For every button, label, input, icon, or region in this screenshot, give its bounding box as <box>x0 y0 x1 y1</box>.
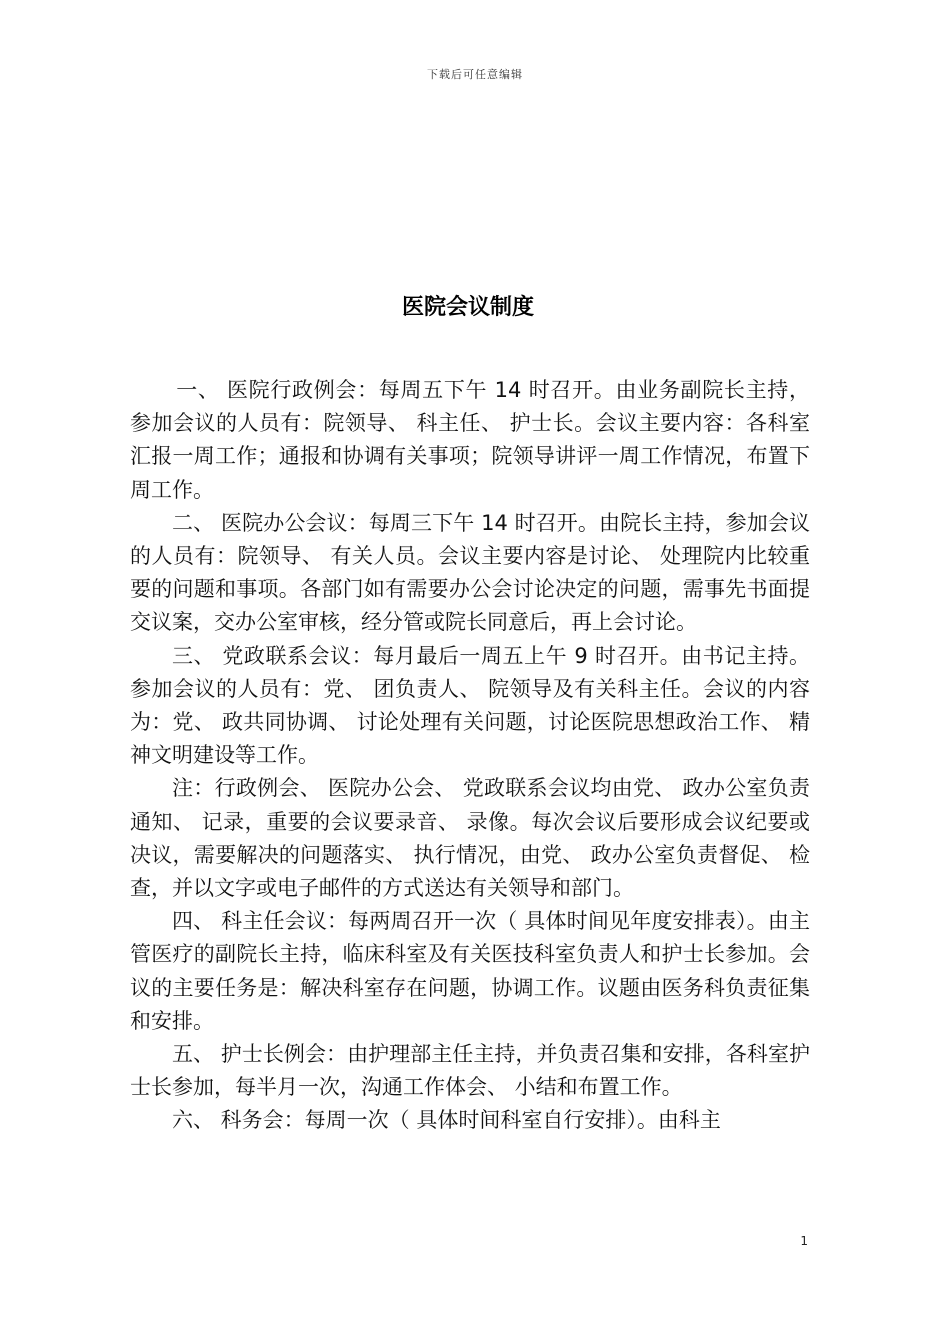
header-note: 下载后可任意编辑 <box>427 68 523 81</box>
document-title: 医院会议制度 <box>401 295 534 320</box>
paragraph-note: 注：行政例会、 医院办公会、 党政联系会议均由党、 政办公室负责通知、 记录，重要的会议要录音、 录像。每次会议后要形成会议纪要或决议，需要解决的问题落实、 执行情况，由党、 政办公室负责督促、 检查，并以文字或电子邮件的方式送达有关领导和部门。 <box>130 776 810 901</box>
paragraph-office-meeting: 二、 医院办公会议：每周三下午 14 时召开。由院长主持，参加会议的人员有：院领导、 有关人员。会议主要内容是讨论、 处理院内比较重要的问题和事项。各部门如有需要办公会讨论决定的问题，需事先书面提交议案，交办公室审核，经分管或院长同意后，再上会讨论。 <box>130 510 810 635</box>
paragraph-party-government-meeting: 三、 党政联系会议：每月最后一周五上午 9 时召开。由书记主持。参加会议的人员有：党、 团负责人、 院领导及有关科主任。会议的内容为：党、 政共同协调、 讨论处理有关问题，讨论医院思想政治工作、 精神文明建设等工作。 <box>130 643 810 768</box>
paragraph-administrative-meeting: 一、 医院行政例会：每周五下午 14 时召开。由业务副院长主持，参加会议的人员有：院领导、 科主任、 护士长。会议主要内容：各科室汇报一周工作；通报和协调有关事项；院领导讲评一周工作情况，布置下周工作。 <box>130 378 810 502</box>
page-number: 1 <box>800 1234 808 1248</box>
paragraph-head-nurse-meeting: 五、 护士长例会：由护理部主任主持，并负责召集和安排，各科室护士长参加，每半月一次，沟通工作体会、 小结和布置工作。 <box>130 1042 810 1100</box>
paragraph-department-head-meeting: 四、 科主任会议：每两周召开一次（ 具体时间见年度安排表）。由主管医疗的副院长主持，临床科室及有关医技科室负责人和护士长参加。会议的主要任务是：解决科室存在问题，协调工作。议题由医务科负责征集和安排。 <box>130 909 810 1033</box>
paragraph-department-affairs-meeting: 六、 科务会：每周一次（ 具体时间科室自行安排）。由科主 <box>172 1108 721 1133</box>
document-body <box>130 374 810 1138</box>
